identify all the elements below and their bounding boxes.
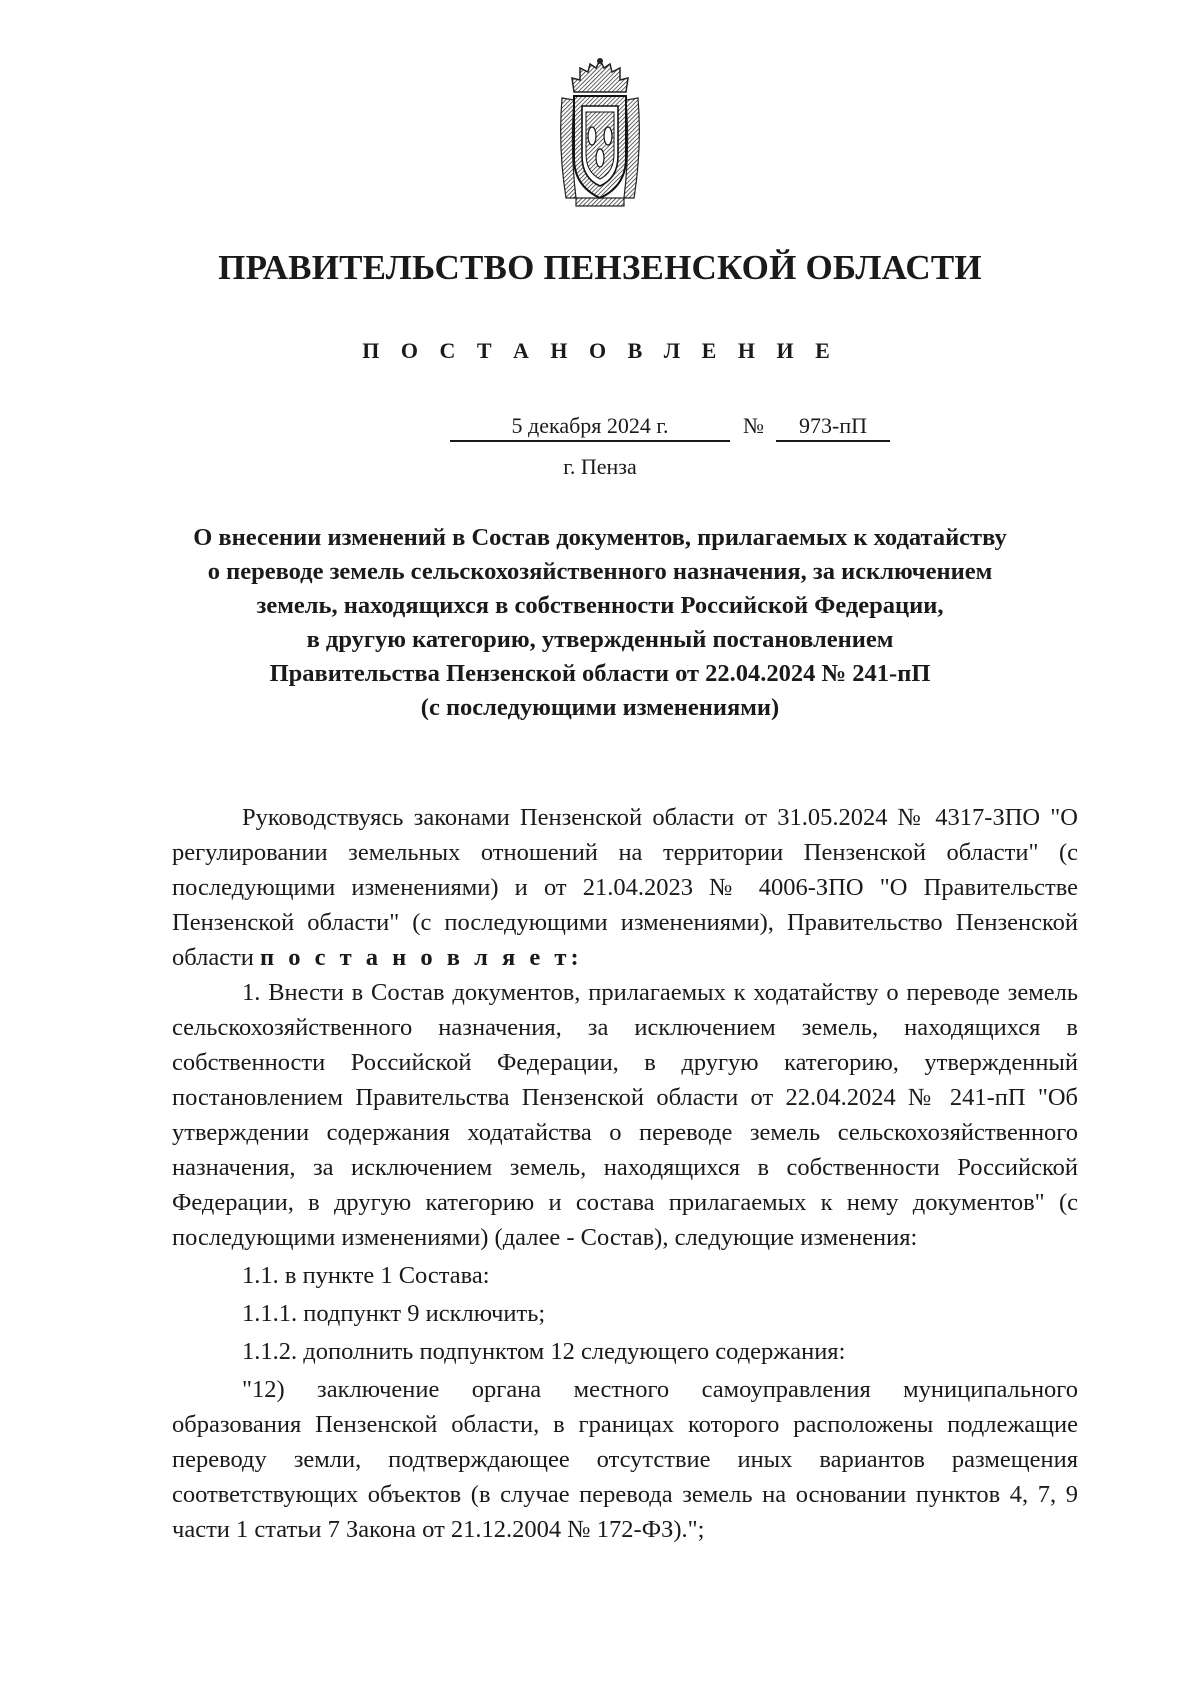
number-sign: № [743, 413, 764, 438]
item-1-1-2-paragraph: 1.1.2. дополнить подпунктом 12 следующего содержания: [242, 1338, 846, 1365]
date-number-line [450, 413, 890, 443]
preamble-text: Руководствуясь законами Пензенской области от 31.05.2024 № 4317-ЗПО "О регулировании земельных отношений на территории Пензенской области" (с последующими изменениями) и от 21.04.2023 № 4006-ЗПО "О Правительстве Пензенской области" (с последующими изменениями), Правительство Пензенской области [172, 804, 1078, 971]
item-12-paragraph: "12) заключение органа местного самоуправления муниципального образования Пензенской области, в границах которого расположены подлежащие переводу земли, подтверждающее отсутствие иных вариантов размещения соответствующих объектов (в случае перевода земель на основании пунктов 4, 7, 9 части 1 статьи 7 Закона от 21.12.2004 № 172-ФЗ)."; [172, 1376, 1078, 1543]
heading-line: в другую категорию, утвержденный постановлением [306, 626, 894, 653]
resolves-keyword: п о с т а н о в л я е т: [260, 944, 583, 971]
heading-line: Правительства Пензенской области от 22.04.2024 № 241-пП [269, 660, 931, 687]
heading-line: (с последующими изменениями) [420, 694, 780, 721]
item-1-1-1-paragraph: 1.1.1. подпункт 9 исключить; [242, 1300, 546, 1327]
document-city: г. Пенза [563, 454, 637, 479]
document-heading [170, 521, 1030, 725]
organization-title: ПРАВИТЕЛЬСТВО ПЕНЗЕНСКОЙ ОБЛАСТИ [218, 248, 982, 287]
preamble-paragraph [172, 800, 1078, 975]
document-date: 5 декабря 2024 г. [450, 413, 730, 442]
document-type: П О С Т А Н О В Л Е Н И Е [362, 338, 838, 363]
heading-line: О внесении изменений в Состав документов, прилагаемых к ходатайству [193, 524, 1007, 551]
item-1-paragraph: 1. Внести в Состав документов, прилагаемых к ходатайству о переводе земель сельскохозяйственного назначения, за исключением земель, находящихся в собственности Российской Федерации, в другую категорию, утвержденный постановлением Правительства Пензенской области от 22.04.2024 № 241-пП "Об утверждении содержания ходатайства о переводе земель сельскохозяйственного назначения, за исключением земель, находящихся в собственности Российской Федерации, в другую категорию и состава прилагаемых к нему документов" (с последующими изменениями) (далее - Состав), следующие изменения: [172, 979, 1078, 1251]
heading-line: о переводе земель сельскохозяйственного назначения, за исключением [207, 558, 993, 585]
coat-of-arms-icon [552, 58, 648, 208]
document-number: 973-пП [776, 413, 890, 442]
item-1-1-paragraph: 1.1. в пункте 1 Состава: [242, 1262, 490, 1289]
document-body [172, 800, 1078, 1547]
heading-line: земель, находящихся в собственности Российской Федерации, [256, 592, 944, 619]
